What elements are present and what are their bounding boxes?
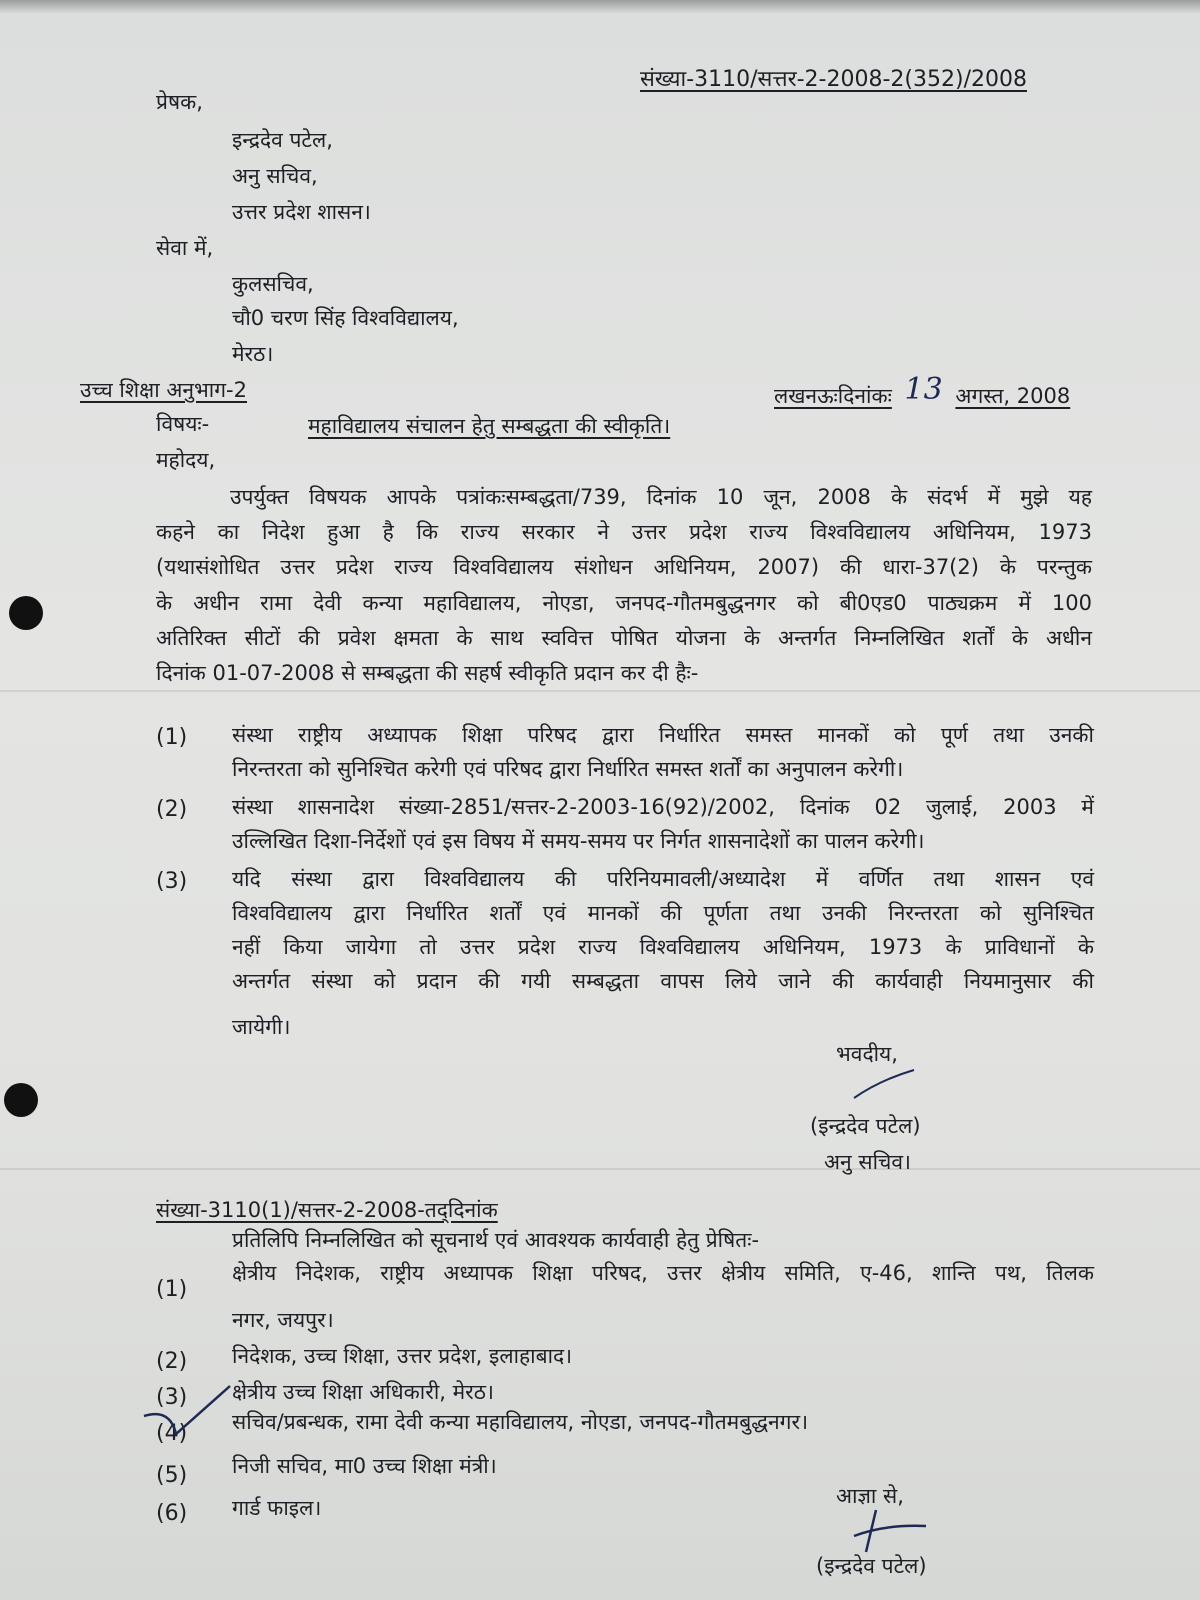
condition-line: अन्तर्गत संस्था को प्रदान की गयी सम्बद्धता वापस लिये जाने की कार्यवाही नियमानुसार की xyxy=(232,969,1094,993)
order-signatory-name: (इन्द्रदेव पटेल) xyxy=(816,1554,927,1578)
punch-hole xyxy=(9,596,43,630)
recipient-designation: कुलसचिव, xyxy=(232,272,314,296)
place-date-suffix: अगस्त, 2008 xyxy=(955,384,1071,408)
body-line: अतिरिक्त सीटों की प्रवेश क्षमता के साथ स्ववित्त पोषित योजना के अन्तर्गत निम्नलिखित शर्तों के अधीन xyxy=(156,626,1092,650)
sender-name: इन्द्रदेव पटेल, xyxy=(232,128,333,152)
copy-line: नगर, जयपुर। xyxy=(232,1308,334,1332)
copy-number: (5) xyxy=(156,1463,188,1488)
copy-number: (3) xyxy=(156,1385,188,1410)
signatory-designation: अनु सचिव। xyxy=(824,1150,911,1174)
section-name: उच्च शिक्षा अनुभाग-2 xyxy=(80,378,247,402)
signature-mark xyxy=(850,1062,920,1102)
condition-line: संस्था शासनादेश संख्या-2851/सत्तर-2-2003-16(92)/2002, दिनांक 02 जुलाई, 2003 में xyxy=(232,795,1094,819)
recipient-institution: चौ0 चरण सिंह विश्वविद्यालय, xyxy=(232,306,459,330)
copy-line: सचिव/प्रबन्धक, रामा देवी कन्या महाविद्यालय, नोएडा, जनपद-गौतमबुद्धनगर। xyxy=(232,1410,809,1434)
condition-line: यदि संस्था द्वारा विश्वविद्यालय की परिनियमावली/अध्यादेश में वर्णित तथा शासन एवं xyxy=(232,867,1094,891)
recipient-heading: सेवा में, xyxy=(156,236,214,260)
copy-number: (6) xyxy=(156,1501,188,1526)
copy-intro: प्रतिलिपि निम्नलिखित को सूचनार्थ एवं आवश्यक कार्यवाही हेतु प्रेषितः- xyxy=(232,1228,760,1252)
body-line: (यथासंशोधित उत्तर प्रदेश राज्य विश्वविद्यालय संशोधन अधिनियम, 2007) की धारा-37(2) के परन्तुक xyxy=(156,555,1092,579)
copy-number: (2) xyxy=(156,1349,188,1374)
handwritten-day: 13 xyxy=(904,372,943,407)
punch-hole xyxy=(4,1083,38,1117)
copy-line: गार्ड फाइल। xyxy=(232,1496,322,1520)
sender-heading: प्रेषक, xyxy=(156,90,203,114)
copy-line: क्षेत्रीय उच्च शिक्षा अधिकारी, मेरठ। xyxy=(232,1380,494,1404)
place-date xyxy=(774,372,1071,410)
condition-line: उल्लिखित दिशा-निर्देशों एवं इस विषय में समय-समय पर निर्गत शासनादेशों का पालन करेगी। xyxy=(232,829,925,853)
condition-number: (2) xyxy=(156,797,188,822)
place-date-prefix: लखनऊःदिनांकः xyxy=(774,384,892,408)
body-line: उपर्युक्त विषयक आपके पत्रांकःसम्बद्धता/739, दिनांक 10 जून, 2008 के संदर्भ में मुझे यह xyxy=(230,485,1092,509)
salutation: महोदय, xyxy=(156,448,216,472)
condition-line: निरन्तरता को सुनिश्चित करेगी एवं परिषद द्वारा निर्धारित समस्त शर्तों का अनुपालन करेगी। xyxy=(232,757,904,781)
sender-office: उत्तर प्रदेश शासन। xyxy=(232,200,371,224)
reference-number: संख्या-3110/सत्तर-2-2008-2(352)/2008 xyxy=(640,67,1027,92)
sender-designation: अनु सचिव, xyxy=(232,164,318,188)
condition-line: विश्वविद्यालय द्वारा निर्धारित शर्तों एवं मानकों की पूर्णता तथा उनकी निरन्तरता को सुनिश्चित xyxy=(232,901,1094,925)
valediction: भवदीय, xyxy=(836,1042,898,1066)
body-line: के अधीन रामा देवी कन्या महाविद्यालय, नोएडा, जनपद-गौतमबुद्धनगर को बी0एड0 पाठ्यक्रम में 100 xyxy=(156,591,1092,615)
copy-line: निजी सचिव, मा0 उच्च शिक्षा मंत्री। xyxy=(232,1454,497,1478)
condition-number: (3) xyxy=(156,869,188,894)
subject-text: महाविद्यालय संचालन हेतु सम्बद्धता की स्वीकृति। xyxy=(308,414,671,438)
subject-label: विषयः- xyxy=(156,412,210,436)
copy-line: क्षेत्रीय निदेशक, राष्ट्रीय अध्यापक शिक्षा परिषद, उत्तर क्षेत्रीय समिति, ए-46, शान्ति पथ, तिलक xyxy=(232,1261,1094,1285)
signatory-name: (इन्द्रदेव पटेल) xyxy=(810,1114,921,1138)
paper-crease xyxy=(0,1168,1200,1170)
copy-number: (1) xyxy=(156,1277,188,1302)
body-line: कहने का निदेश हुआ है कि राज्य सरकार ने उत्तर प्रदेश राज्य विश्वविद्यालय अधिनियम, 1973 xyxy=(156,520,1092,544)
page-top-shadow xyxy=(0,0,1200,14)
copy-line: निदेशक, उच्च शिक्षा, उत्तर प्रदेश, इलाहाबाद। xyxy=(232,1344,573,1368)
order-signature-mark xyxy=(846,1506,936,1556)
condition-line: संस्था राष्ट्रीय अध्यापक शिक्षा परिषद द्वारा निर्धारित समस्त मानकों को पूर्ण तथा उनकी xyxy=(232,723,1094,747)
copy-number: (4) xyxy=(156,1421,188,1446)
recipient-city: मेरठ। xyxy=(232,342,274,366)
handwritten-tick-mark xyxy=(140,1380,250,1440)
body-line: दिनांक 01-07-2008 से सम्बद्धता की सहर्ष स्वीकृति प्रदान कर दी हैः- xyxy=(156,661,699,685)
copy-reference: संख्या-3110(1)/सत्तर-2-2008-तद्‌दिनांक xyxy=(156,1198,498,1222)
condition-line: जायेगी। xyxy=(232,1015,291,1039)
order-text: आज्ञा से, xyxy=(836,1484,904,1508)
condition-line: नहीं किया जायेगा तो उत्तर प्रदेश राज्य विश्वविद्यालय अधिनियम, 1973 के प्राविधानों के xyxy=(232,935,1094,959)
condition-number: (1) xyxy=(156,725,188,750)
